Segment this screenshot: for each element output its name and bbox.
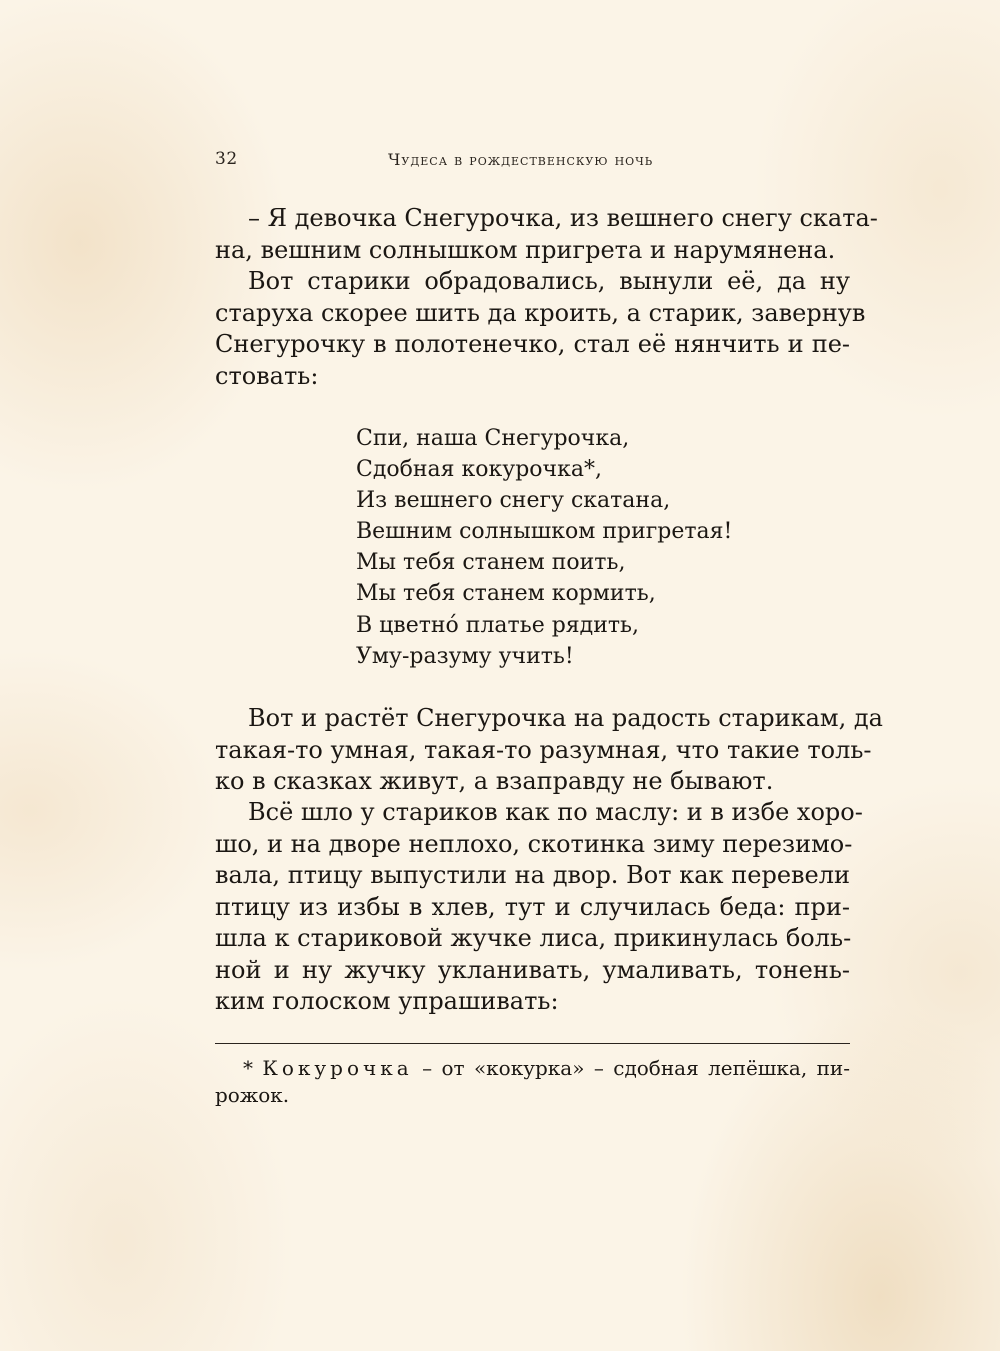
footnote-term: Кокурочка (262, 1056, 413, 1080)
running-title: Чудеса в рождественскую ночь (388, 150, 654, 169)
poem-verse: Мы тебя станем поить, (356, 550, 626, 576)
poem-verse: Сдобная кокурочка*, (356, 457, 602, 483)
footnote-continuation: рожок. (215, 1083, 290, 1107)
poem-verse: Мы тебя станем кормить, (356, 581, 656, 607)
poem-verse: Вешним солнышком пригретая! (356, 519, 733, 545)
text-line: ко в сказках живут, а взаправду не бывают. (215, 767, 774, 795)
text-line: такая-то умная, такая-то разумная, что такие толь- (215, 735, 872, 764)
paragraph-fox-arrives (215, 797, 863, 1018)
text-line: Вот старики обрадовались, вынули её, да ну (248, 267, 850, 295)
text-line: ким голоском упрашивать: (215, 987, 559, 1015)
text-line: на, вешним солнышком пригрета и нарумянена. (215, 235, 836, 264)
lullaby-poem (356, 423, 732, 672)
footnote-first-line (215, 1055, 850, 1082)
poem-verse: В цветно́ платье рядить, (356, 612, 640, 638)
footnote-divider (215, 1043, 850, 1044)
text-line: шо, и на дворе неплохо, скотинка зиму перезимо- (215, 829, 853, 858)
paragraph-snegurochka-grows (215, 703, 883, 798)
paragraph-old-folks-rejoice (215, 266, 866, 392)
poem-verse: Из вешнего снегу скатана, (356, 488, 671, 514)
text-line: ной и ну жучку укланивать, умаливать, тонень- (215, 955, 850, 984)
footnote (215, 1055, 850, 1109)
text-line: шла к стариковой жучке лиса, прикинулась боль- (215, 924, 852, 952)
page-header (215, 149, 850, 173)
text-line: вала, птицу выпустили на двор. Вот как перевели (215, 861, 850, 889)
poem-verse: Спи, наша Снегурочка, (356, 426, 630, 451)
text-line: старуха скорее шить да кроить, а старик, завернув (215, 298, 866, 327)
poem-verse: Уму-разуму учить! (356, 643, 574, 669)
paragraph-snegurochka-reply (215, 203, 878, 266)
text-line: стовать: (215, 361, 319, 390)
footnote-definition: – от «кокурка» – сдобная лепёшка, пи- (422, 1056, 850, 1080)
text-line: птицу из избы в хлев, тут и случилась беда: при- (215, 892, 850, 921)
text-line: – Я девочка Снегурочка, из вешнего снегу ската- (248, 204, 878, 232)
page-number: 32 (215, 149, 238, 169)
text-line: Снегурочку в полотенечко, стал её нянчить и пе- (215, 330, 850, 358)
text-line: Вот и растёт Снегурочка на радость старикам, да (248, 704, 883, 732)
footnote-marker: * (243, 1056, 253, 1080)
text-line: Всё шло у стариков как по маслу: и в избе хоро- (248, 798, 863, 826)
